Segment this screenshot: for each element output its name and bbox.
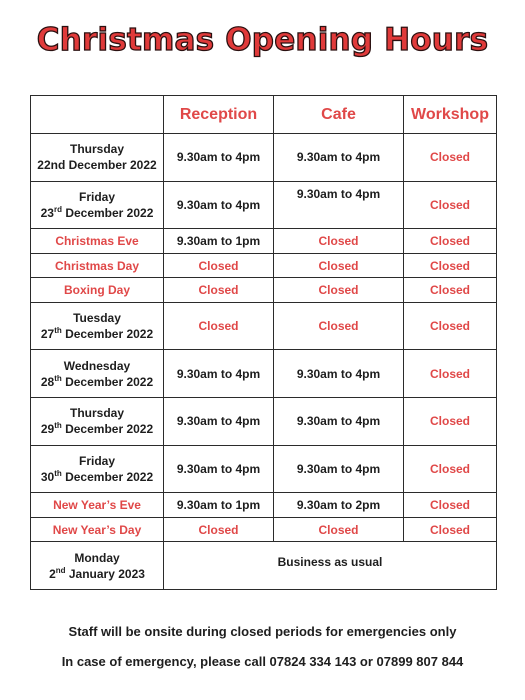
reception-cell: Closed — [164, 302, 274, 350]
table-row — [31, 350, 497, 398]
workshop-cell: Closed — [404, 445, 497, 493]
reception-cell: 9.30am to 1pm — [164, 229, 274, 254]
cafe-cell: 9.30am to 4pm — [274, 181, 404, 229]
table-row — [31, 517, 497, 542]
emergency-staff-note: Staff will be onsite during closed periods for emergencies only — [68, 624, 457, 639]
day-name: Friday — [78, 453, 115, 468]
workshop-cell: Closed — [404, 517, 497, 542]
day-cell: New Year’s Day — [31, 517, 164, 542]
table-row — [31, 542, 497, 590]
table-row — [31, 181, 497, 229]
header-workshop: Workshop — [404, 96, 497, 134]
table-row — [31, 398, 497, 446]
reception-cell: 9.30am to 4pm — [164, 181, 274, 229]
day-date: 2nd January 2023 — [49, 565, 145, 581]
table-row — [31, 302, 497, 350]
reception-cell: 9.30am to 4pm — [164, 445, 274, 493]
day-cell — [31, 398, 164, 446]
cafe-cell: Closed — [274, 229, 404, 254]
workshop-cell: Closed — [404, 229, 497, 254]
workshop-cell: Closed — [404, 253, 497, 278]
cafe-cell: Closed — [274, 302, 404, 350]
day-name: Tuesday — [73, 311, 121, 326]
day-date: 22nd December 2022 — [37, 158, 157, 173]
reception-cell: 9.30am to 1pm — [164, 493, 274, 518]
cafe-cell: 9.30am to 4pm — [274, 350, 404, 398]
header-row — [31, 96, 497, 134]
workshop-cell: Closed — [404, 493, 497, 518]
reception-cell: 9.30am to 4pm — [164, 350, 274, 398]
day-date: 27th December 2022 — [40, 326, 154, 342]
day-name: Thursday — [69, 406, 124, 421]
header-reception: Reception — [164, 96, 274, 134]
reception-cell: 9.30am to 4pm — [164, 398, 274, 446]
day-date: 30th December 2022 — [40, 468, 154, 484]
cafe-cell: 9.30am to 4pm — [274, 134, 404, 182]
day-name: Wednesday — [63, 358, 131, 373]
cafe-cell: Closed — [274, 253, 404, 278]
day-cell — [31, 350, 164, 398]
reception-cell: Closed — [164, 253, 274, 278]
day-cell — [31, 445, 164, 493]
day-date: 29th December 2022 — [40, 421, 154, 437]
day-cell — [31, 302, 164, 350]
day-cell: Boxing Day — [31, 278, 164, 303]
day-name: Monday — [74, 550, 120, 565]
cafe-cell: 9.30am to 2pm — [274, 493, 404, 518]
emergency-phone-note: In case of emergency, please call 07824 334 143 or 07899 807 844 — [61, 654, 464, 669]
table-row — [31, 278, 497, 303]
day-cell — [31, 134, 164, 182]
workshop-cell: Closed — [404, 350, 497, 398]
workshop-cell: Closed — [404, 278, 497, 303]
cafe-cell: Closed — [274, 278, 404, 303]
header-blank — [31, 96, 164, 134]
business-as-usual-cell: Business as usual — [164, 542, 497, 590]
day-cell — [31, 181, 164, 229]
table-row — [31, 445, 497, 493]
opening-hours-table — [30, 95, 497, 590]
cafe-cell: 9.30am to 4pm — [274, 445, 404, 493]
workshop-cell: Closed — [404, 302, 497, 350]
day-name: Thursday — [69, 142, 124, 157]
table-row — [31, 493, 497, 518]
day-cell: Christmas Day — [31, 253, 164, 278]
workshop-cell: Closed — [404, 398, 497, 446]
day-cell: New Year’s Eve — [31, 493, 164, 518]
day-name: Friday — [78, 189, 115, 204]
table-row — [31, 229, 497, 254]
reception-cell: Closed — [164, 517, 274, 542]
table-row — [31, 253, 497, 278]
reception-cell: Closed — [164, 278, 274, 303]
table-row — [31, 134, 497, 182]
day-date: 23rd December 2022 — [40, 204, 154, 220]
cafe-cell: Closed — [274, 517, 404, 542]
workshop-cell: Closed — [404, 181, 497, 229]
day-date: 28th December 2022 — [40, 373, 154, 389]
header-cafe: Cafe — [274, 96, 404, 134]
cafe-cell: 9.30am to 4pm — [274, 398, 404, 446]
day-cell: Christmas Eve — [31, 229, 164, 254]
reception-cell: 9.30am to 4pm — [164, 134, 274, 182]
workshop-cell: Closed — [404, 134, 497, 182]
page-title: Christmas Opening Hours — [36, 22, 489, 58]
day-cell — [31, 542, 164, 590]
